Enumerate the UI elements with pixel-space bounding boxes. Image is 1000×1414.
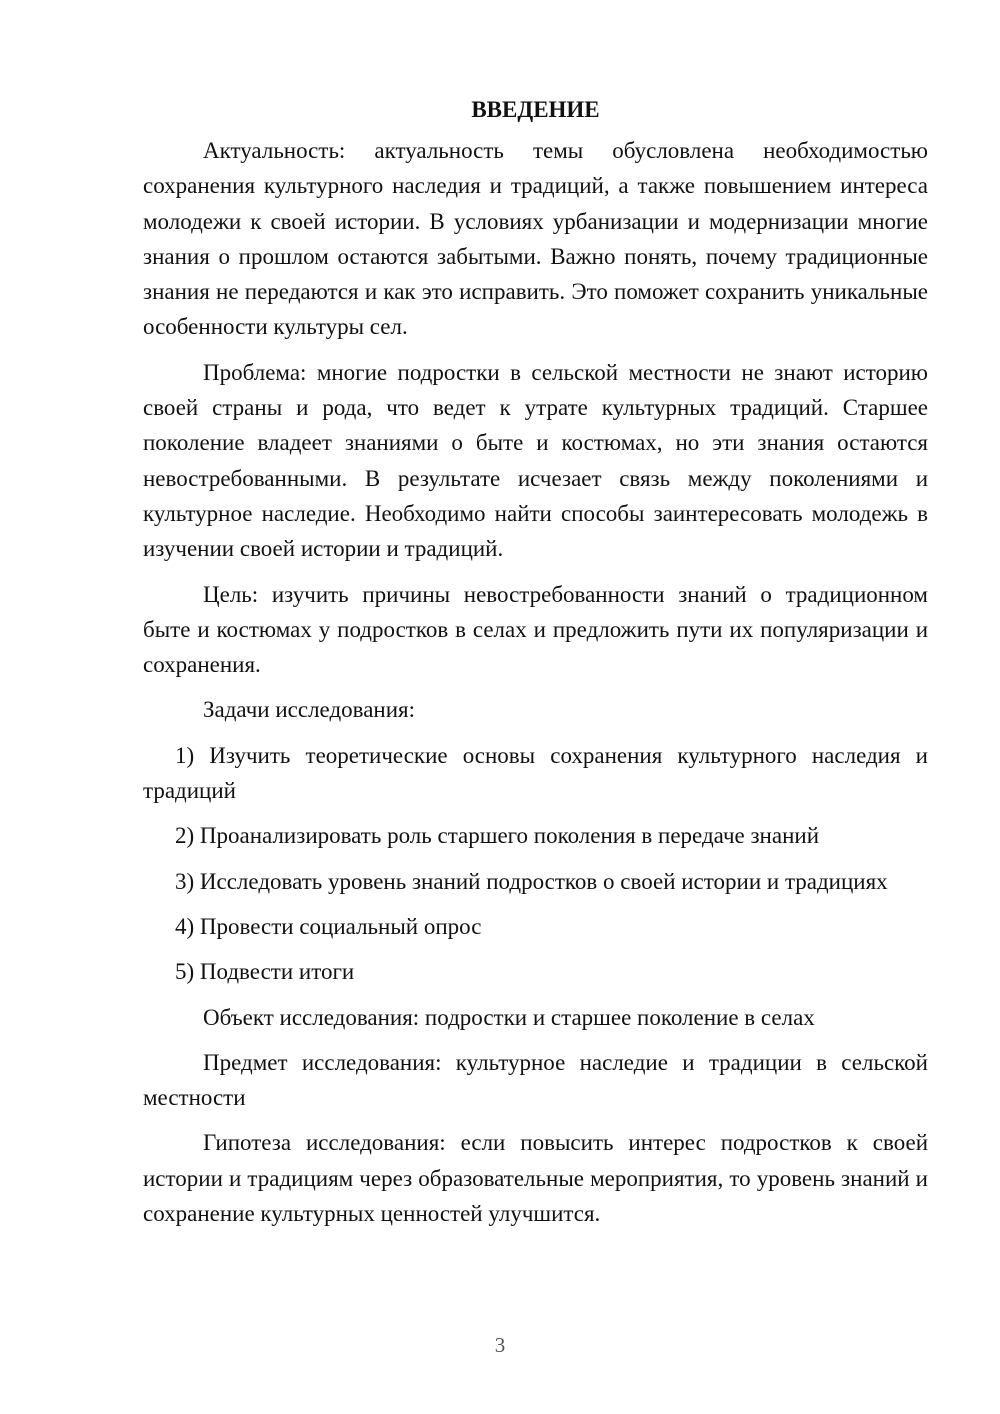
task-item-4: 4) Провести социальный опрос bbox=[175, 913, 482, 939]
document-page bbox=[143, 92, 928, 1241]
page-number: 3 bbox=[494, 1333, 506, 1357]
task-item-3: 3) Исследовать уровень знаний подростков о своей истории и традициях bbox=[175, 868, 888, 894]
section-title: ВВЕДЕНИЕ bbox=[471, 97, 600, 122]
subject-paragraph: Предмет исследования: культурное наследие и традиции в сельской местности bbox=[143, 1049, 928, 1111]
hypothesis-paragraph: Гипотеза исследования: если повысить интерес подростков к своей истории и традициям через образовательные мероприятия, то уровень знаний и сохранение культурных ценностей улучшится. bbox=[143, 1130, 928, 1227]
relevance-paragraph: Актуальность: актуальность темы обусловлена необходимостью сохранения культурного наследия и традиций, а также повышением интереса молодежи к своей истории. В условиях урбанизации и модернизации многие знания о прошлом остаются забытыми. Важно понять, почему традиционные знания не передаются и как это исправить. Это поможет сохранить уникальные особенности культуры сел. bbox=[143, 138, 928, 340]
tasks-heading: Задачи исследования: bbox=[203, 697, 416, 723]
task-item-5: 5) Подвести итоги bbox=[175, 959, 355, 985]
task-item-1: 1) Изучить теоретические основы сохранения культурного наследия и традиций bbox=[143, 742, 928, 804]
object-paragraph: Объект исследования: подростки и старшее поколение в селах bbox=[203, 1004, 815, 1030]
task-item-2: 2) Проанализировать роль старшего поколения в передаче знаний bbox=[175, 823, 819, 849]
goal-paragraph: Цель: изучить причины невостребованности знаний о традиционном быте и костюмах у подростков в селах и предложить пути их популяризации и сохранения. bbox=[143, 581, 928, 678]
problem-paragraph: Проблема: многие подростки в сельской местности не знают историю своей страны и рода, что ведет к утрате культурных традиций. Старшее поколение владеет знаниями о быте и костюмах, но эти знания остаются невостребованными. В результате исчезает связь между поколениями и культурное наследие. Необходимо найти способы заинтересовать молодежь в изучении своей истории и традиций. bbox=[143, 359, 928, 562]
